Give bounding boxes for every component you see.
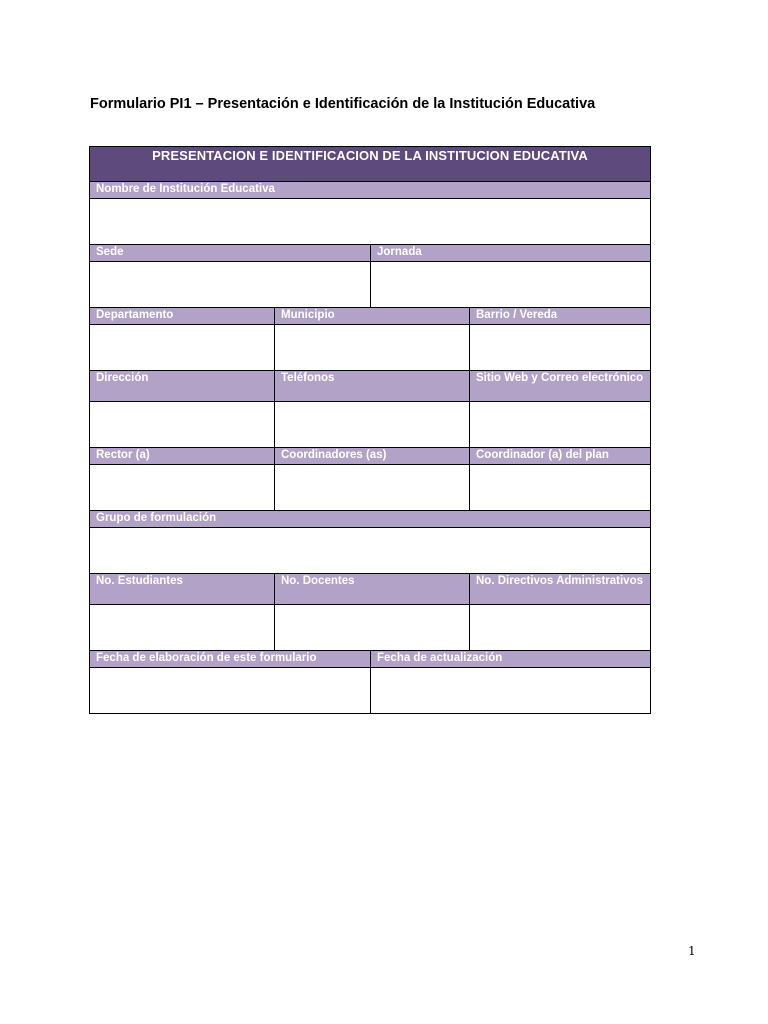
input-row-nombre xyxy=(90,199,650,245)
label-sitio-web-correo: Sitio Web y Correo electrónico xyxy=(476,372,644,384)
field-departamento[interactable] xyxy=(90,325,275,370)
label-row-contacto xyxy=(90,371,650,402)
identification-form xyxy=(89,146,651,714)
field-fecha-elaboracion[interactable] xyxy=(90,668,371,713)
label-row-directivos xyxy=(90,448,650,465)
page-number: 1 xyxy=(688,944,696,958)
label-municipio: Municipio xyxy=(275,308,470,324)
label-sede: Sede xyxy=(90,245,371,261)
label-telefonos: Teléfonos xyxy=(275,371,470,401)
input-row-grupo xyxy=(90,528,650,574)
document-title: Formulario PI1 – Presentación e Identificación de la Institución Educativa xyxy=(90,96,596,112)
label-row-grupo xyxy=(90,511,650,528)
input-row-poblacion xyxy=(90,605,650,651)
field-coordinadores[interactable] xyxy=(275,465,470,510)
field-sitio-web-correo[interactable] xyxy=(470,402,650,447)
field-grupo-formulacion[interactable] xyxy=(90,528,650,573)
field-jornada[interactable] xyxy=(371,262,650,307)
label-coordinador-plan: Coordinador (a) del plan xyxy=(476,449,609,461)
field-barrio-vereda[interactable] xyxy=(470,325,650,370)
label-rector: Rector (a) xyxy=(90,448,275,464)
field-rector[interactable] xyxy=(90,465,275,510)
label-grupo-formulacion: Grupo de formulación xyxy=(96,512,217,524)
label-row-ubicacion xyxy=(90,308,650,325)
label-no-directivos: No. Directivos Administrativos xyxy=(476,575,644,587)
label-jornada: Jornada xyxy=(377,246,422,258)
field-municipio[interactable] xyxy=(275,325,470,370)
input-row-directivos xyxy=(90,465,650,511)
label-row-fechas xyxy=(90,651,650,668)
label-row-sede xyxy=(90,245,650,262)
field-telefonos[interactable] xyxy=(275,402,470,447)
form-header: PRESENTACION E IDENTIFICACION DE LA INSTITUCION EDUCATIVA xyxy=(90,147,650,182)
label-direccion: Dirección xyxy=(90,371,275,401)
field-sede[interactable] xyxy=(90,262,371,307)
field-direccion[interactable] xyxy=(90,402,275,447)
label-no-docentes: No. Docentes xyxy=(275,574,470,604)
input-row-sede xyxy=(90,262,650,308)
input-row-fechas xyxy=(90,668,650,713)
field-no-docentes[interactable] xyxy=(275,605,470,650)
label-barrio-vereda: Barrio / Vereda xyxy=(476,309,558,321)
field-no-directivos[interactable] xyxy=(470,605,650,650)
label-coordinadores: Coordinadores (as) xyxy=(275,448,470,464)
input-row-contacto xyxy=(90,402,650,448)
input-row-ubicacion xyxy=(90,325,650,371)
label-departamento: Departamento xyxy=(90,308,275,324)
field-coordinador-plan[interactable] xyxy=(470,465,650,510)
label-nombre-institucion: Nombre de Institución Educativa xyxy=(96,183,275,195)
label-fecha-actualizacion: Fecha de actualización xyxy=(377,652,503,664)
field-fecha-actualizacion[interactable] xyxy=(371,668,650,713)
label-row-nombre xyxy=(90,182,650,199)
label-no-estudiantes: No. Estudiantes xyxy=(90,574,275,604)
field-no-estudiantes[interactable] xyxy=(90,605,275,650)
label-fecha-elaboracion: Fecha de elaboración de este formulario xyxy=(90,651,371,667)
field-nombre-institucion[interactable] xyxy=(90,199,650,244)
label-row-poblacion xyxy=(90,574,650,605)
